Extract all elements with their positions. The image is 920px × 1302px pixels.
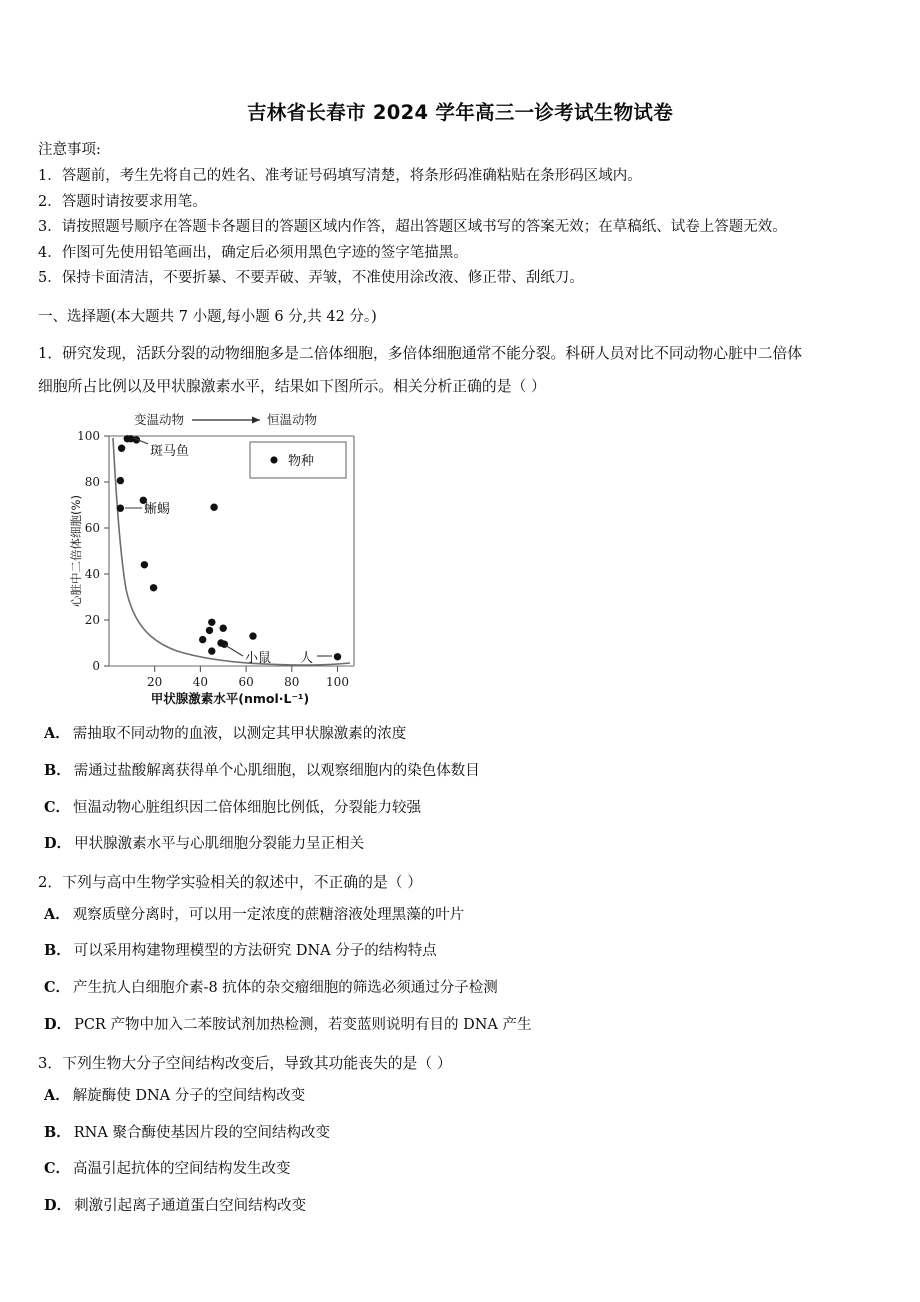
chart-x-axis-label: 甲状腺激素水平(nmol·L⁻¹) (150, 691, 310, 706)
option-text: RNA 聚合酶使基因片段的空间结构改变 (73, 1125, 330, 1141)
option-label: C． (44, 1160, 71, 1177)
question-3-option-c[interactable] (44, 1158, 291, 1180)
annotation-human: 人 (300, 651, 314, 666)
question-2-option-b[interactable] (44, 940, 437, 962)
option-text: 需抽取不同动物的血液，以测定其甲状腺激素的浓度 (72, 726, 407, 742)
option-label: B． (44, 942, 71, 959)
legend-marker-icon (270, 456, 277, 463)
notice-item: 1．答题前，考生先将自己的姓名、准考证号码填写清楚，将条形码准确粘贴在条形码区域内。 (38, 168, 642, 184)
question-1-option-c[interactable] (44, 797, 421, 819)
svg-text:40: 40 (84, 567, 100, 581)
question-3-option-b[interactable] (44, 1122, 330, 1144)
question-1-figure (62, 404, 372, 709)
notice-item: 4．作图可先使用铅笔画出，确定后必须用黑色字迹的签字笔描黑。 (38, 244, 468, 261)
annotation-mouse: 小鼠 (245, 651, 272, 666)
question-1-option-b[interactable] (44, 760, 480, 782)
chart-y-ticks (104, 436, 109, 666)
option-label: D． (44, 1016, 72, 1033)
notice-item: 2．答题时请按要求用笔。 (38, 193, 207, 210)
option-text: 可以采用构建物理模型的方法研究 DNA 分子的结构特点 (73, 943, 437, 959)
option-text: 高温引起抗体的空间结构发生改变 (73, 1161, 291, 1177)
svg-text:20: 20 (84, 613, 100, 627)
svg-text:40: 40 (192, 675, 209, 689)
option-label: D． (44, 835, 72, 852)
chart-x-ticks (155, 666, 338, 672)
question-1-stem (38, 337, 904, 403)
svg-text:变温动物: 变温动物 (134, 412, 185, 427)
svg-text:恒温动物: 恒温动物 (267, 412, 318, 427)
svg-text:100: 100 (326, 675, 349, 689)
option-text: 刺激引起离子通道蛋白空间结构改变 (74, 1198, 307, 1214)
svg-text:60: 60 (84, 521, 100, 535)
question-3-stem-line1: 3．下列生物大分子空间结构改变后，导致其功能丧失的是（ ） (38, 1055, 452, 1072)
question-2-option-a[interactable] (44, 904, 464, 926)
notice-item: 3．请按照题号顺序在答题卡各题目的答题区域内作答，超出答题区域书写的答案无效；在草稿纸、试卷上答题无效。 (38, 219, 787, 235)
notice-item: 5．保持卡面清洁，不要折暴、不要弄破、弄皱，不准使用涂改液、修正带、刮纸刀。 (38, 270, 584, 286)
option-label: D． (44, 1197, 72, 1214)
option-label: A． (44, 725, 70, 742)
option-text: PCR 产物中加入二苯胺试剂加热检测，若变蓝则说明有目的 DNA 产生 (74, 1017, 532, 1033)
option-label: B． (44, 1124, 71, 1141)
option-text: 甲状腺激素水平与心肌细胞分裂能力呈正相关 (74, 836, 365, 852)
svg-text:100: 100 (77, 429, 100, 443)
question-1-stem-line2: 细胞所占比例以及甲状腺激素水平，结果如下图所示。相关分析正确的是（ ） (38, 378, 546, 395)
question-1-stem-line1: 1．研究发现，活跃分裂的动物细胞多是二倍体细胞，多倍体细胞通常不能分裂。科研人员对比不同动物心脏中二倍体 (38, 345, 803, 362)
svg-text:0: 0 (92, 659, 100, 673)
notice-block (38, 138, 898, 292)
question-2-option-d[interactable] (44, 1014, 531, 1036)
section-heading: 一、选择题(本大题共 7 小题,每小题 6 分,共 42 分。) (38, 309, 377, 325)
question-3-stem (38, 1047, 904, 1080)
chart-legend (250, 442, 346, 478)
svg-text:60: 60 (238, 675, 254, 689)
annotation-lizard: 蜥蜴 (144, 502, 171, 517)
question-2-stem-line1: 2．下列与高中生物学实验相关的叙述中，不正确的是（ ） (38, 874, 423, 891)
option-label: A． (44, 906, 70, 923)
annotation-zebrafish: 斑马鱼 (150, 444, 190, 459)
question-3-option-a[interactable] (44, 1085, 305, 1107)
question-2-stem (38, 866, 904, 899)
question-2-option-c[interactable] (44, 977, 498, 999)
question-1-option-d[interactable] (44, 833, 364, 855)
svg-text:物种: 物种 (288, 454, 315, 469)
option-text: 解旋酶使 DNA 分子的空间结构改变 (72, 1088, 306, 1104)
question-1-option-a[interactable] (44, 723, 406, 745)
chart-top-annotation (134, 412, 318, 427)
option-label: C． (44, 799, 71, 816)
chart-y-axis-label: 心脏中二倍体细胞(%) (69, 495, 83, 607)
notice-heading: 注意事项: (38, 142, 101, 158)
option-label: A． (44, 1087, 70, 1104)
page-title: 吉林省长春市 2024 学年高三一诊考试生物试卷 (246, 101, 674, 124)
option-text: 恒温动物心脏组织因二倍体细胞比例低，分裂能力较强 (73, 800, 422, 816)
question-3-option-d[interactable] (44, 1195, 306, 1217)
svg-text:80: 80 (284, 675, 300, 689)
svg-text:20: 20 (147, 675, 163, 689)
option-label: C． (44, 979, 71, 996)
chart-x-tick-labels (147, 675, 349, 689)
svg-text:80: 80 (84, 475, 100, 489)
option-text: 观察质壁分离时，可以用一定浓度的蔗糖溶液处理黑藻的叶片 (72, 907, 465, 923)
option-text: 产生抗人白细胞介素-8 抗体的杂交瘤细胞的筛选必须通过分子检测 (73, 980, 498, 996)
option-text: 需通过盐酸解离获得单个心肌细胞，以观察细胞内的染色体数目 (73, 763, 480, 779)
option-label: B． (44, 762, 71, 779)
